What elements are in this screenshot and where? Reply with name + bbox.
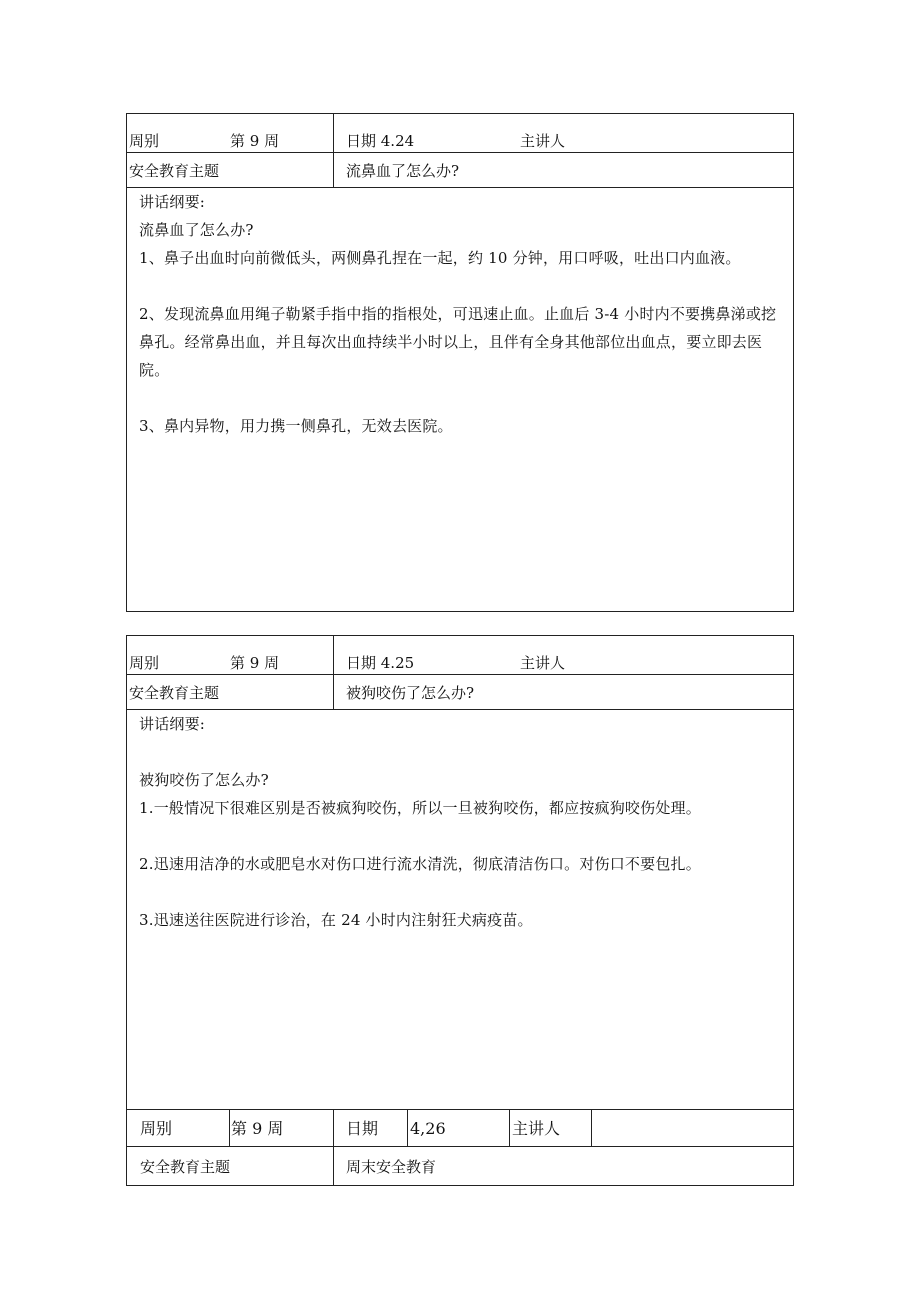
divider [333, 636, 334, 674]
topic-value: 流鼻血了怎么办? [346, 162, 460, 180]
topic-value: 周末安全教育 [346, 1158, 437, 1176]
outline-title: 被狗咬伤了怎么办? [139, 771, 269, 789]
divider [333, 153, 334, 187]
week-value: 第 9 周 [231, 1119, 284, 1138]
header-row [127, 636, 793, 675]
date-label: 日期 4.25 [346, 654, 415, 672]
week-value: 第 9 周 [230, 132, 280, 150]
divider [407, 1110, 408, 1146]
outline-label: 讲话纲要: [139, 193, 206, 211]
paragraph-3: 3、鼻内异物，用力携一侧鼻孔，无效去医院。 [139, 417, 453, 435]
outline-label: 讲话纲要: [139, 715, 206, 733]
divider [591, 1110, 592, 1146]
outline-body [139, 710, 789, 934]
paragraph-3: 3.迅速送往医院进行诊治，在 24 小时内注射狂犬病疫苗。 [139, 911, 533, 929]
outline-row [127, 710, 793, 1110]
paragraph-2: 2、发现流鼻血用绳子勒紧手指中指的指根处，可迅速止血。止血后 3-4 小时内不要携鼻涕或挖鼻孔。经常鼻出血，并且每次出血持续半小时以上，且伴有全身其他部位出血点，要立即去医院。 [139, 305, 777, 379]
outline-title: 流鼻血了怎么办? [139, 221, 254, 239]
date-label: 日期 4.24 [346, 132, 415, 150]
divider [333, 675, 334, 709]
paragraph-2: 2.迅速用洁净的水或肥皂水对伤口进行流水清洗，彻底清洁伤口。对伤口不要包扎。 [139, 855, 701, 873]
lesson3-header-row [127, 1110, 793, 1147]
date-value: 4,26 [410, 1119, 446, 1138]
lesson3-topic-row [127, 1147, 793, 1185]
week-label: 周别 [140, 1119, 173, 1138]
header-row [127, 114, 793, 153]
topic-row [127, 153, 793, 188]
paragraph-1: 1.一般情况下很难区别是否被疯狗咬伤，所以一旦被狗咬伤，都应按疯狗咬伤处理。 [139, 799, 701, 817]
divider [229, 1110, 230, 1146]
week-value: 第 9 周 [230, 654, 280, 672]
lesson-table-2 [126, 635, 794, 1186]
speaker-label: 主讲人 [520, 132, 566, 150]
topic-label: 安全教育主题 [140, 1158, 231, 1176]
week-label: 周别 [129, 132, 160, 150]
outline-body [139, 188, 789, 440]
topic-label: 安全教育主题 [129, 162, 220, 180]
divider [509, 1110, 510, 1146]
lesson-table-1 [126, 113, 794, 612]
divider [333, 1147, 334, 1185]
topic-label: 安全教育主题 [129, 684, 220, 702]
speaker-label: 主讲人 [520, 654, 566, 672]
divider [333, 114, 334, 152]
speaker-label: 主讲人 [512, 1119, 561, 1138]
topic-value: 被狗咬伤了怎么办? [346, 684, 475, 702]
week-label: 周别 [129, 654, 160, 672]
divider [333, 1110, 334, 1146]
date-label: 日期 [346, 1119, 379, 1138]
paragraph-1: 1、鼻子出血时向前微低头，两侧鼻孔捏在一起，约 10 分钟，用口呼吸，吐出口内血液。 [139, 249, 741, 267]
outline-row [127, 188, 793, 611]
topic-row [127, 675, 793, 710]
